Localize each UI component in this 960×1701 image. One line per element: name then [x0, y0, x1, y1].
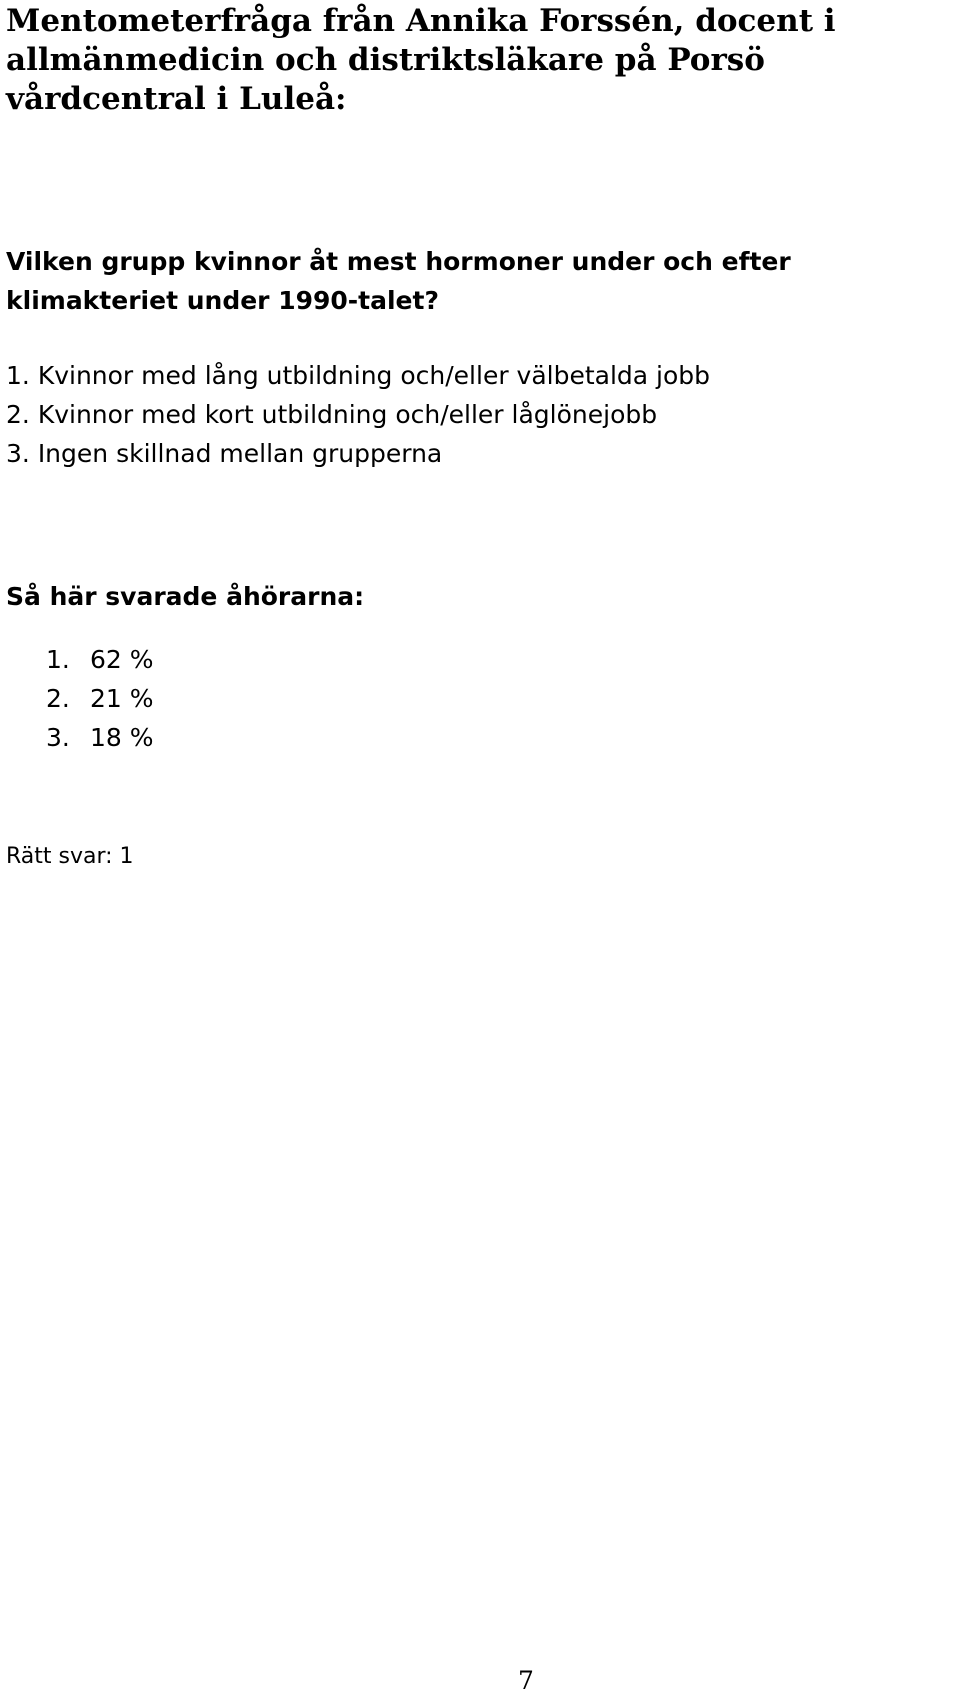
- result-value: 62 %: [90, 645, 154, 674]
- answer-option: [6, 356, 710, 395]
- result-item: [46, 718, 154, 757]
- answer-options-list: [6, 356, 710, 473]
- answer-option-text: Ingen skillnad mellan grupperna: [37, 439, 443, 468]
- result-value: 18 %: [90, 723, 154, 752]
- answer-option-number: 2.: [6, 400, 30, 429]
- answer-option-number: 1.: [6, 361, 30, 390]
- result-number: 3.: [46, 723, 70, 752]
- quiz-question: Vilken grupp kvinnor åt mest hormoner under och efter klimakteriet under 1990-talet?: [6, 247, 791, 315]
- page-title: Mentometerfråga från Annika Forssén, docent i allmänmedicin och distriktsläkare på Porsö vårdcentral i Luleå:: [6, 3, 836, 117]
- answer-option-text: Kvinnor med kort utbildning och/eller låglönejobb: [37, 400, 658, 429]
- result-item: [46, 679, 154, 718]
- answer-option: [6, 434, 710, 473]
- correct-answer: Rätt svar: 1: [6, 844, 134, 869]
- result-item: [46, 640, 154, 679]
- page-number: 7: [518, 1666, 534, 1695]
- result-value: 21 %: [90, 684, 154, 713]
- answer-option-text: Kvinnor med lång utbildning och/eller välbetalda jobb: [37, 361, 711, 390]
- result-number: 1.: [46, 645, 70, 674]
- results-list: [46, 640, 154, 757]
- results-heading: Så här svarade åhörarna:: [6, 582, 365, 611]
- result-number: 2.: [46, 684, 70, 713]
- answer-option-number: 3.: [6, 439, 30, 468]
- answer-option: [6, 395, 710, 434]
